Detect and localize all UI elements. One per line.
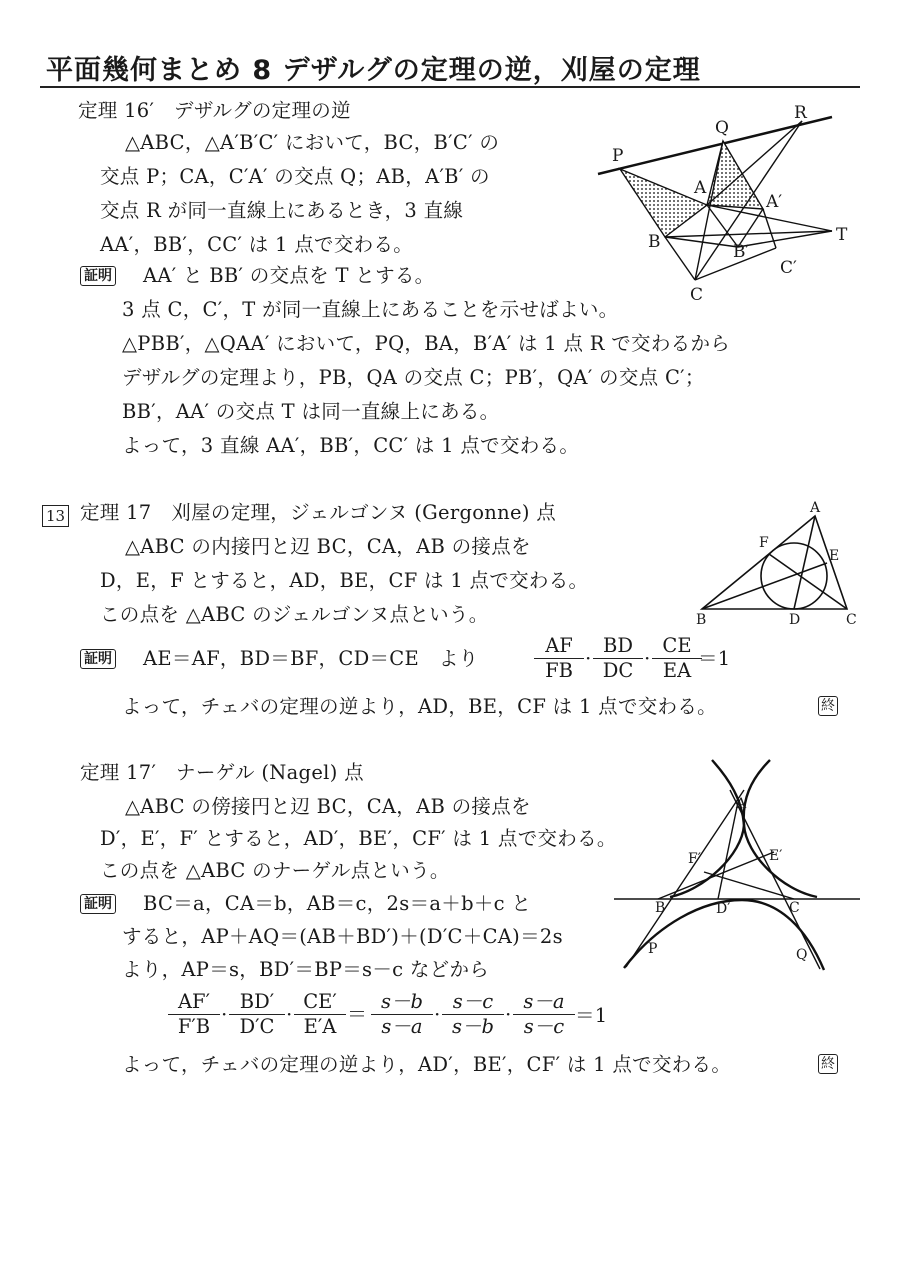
fraction <box>442 990 504 1039</box>
fraction <box>534 634 584 683</box>
proof-line: 3 点 C，C′，T が同一直線上にあることを示せばよい。 <box>122 298 619 321</box>
proof-line: よって，3 直線 AA′，BB′，CC′ は 1 点で交わる。 <box>122 434 580 457</box>
theorem-16p-heading: 定理 16′ デザルグの定理の逆 <box>78 99 351 122</box>
equals-one: ＝1 <box>698 647 731 670</box>
fraction <box>371 990 433 1039</box>
fraction <box>294 990 346 1039</box>
theorem-17p-statement-line: △ABC の傍接円と辺 BC，CA，AB の接点を <box>125 795 531 818</box>
fraction <box>513 990 575 1039</box>
theorem-17-statement-line: △ABC の内接円と辺 BC，CA，AB の接点を <box>125 535 531 558</box>
proof-line: より，AP＝s，BD′＝BP＝s－c などから <box>122 958 490 981</box>
theorem-17p-heading: 定理 17′ ナーゲル (Nagel) 点 <box>80 761 364 784</box>
equals-one: ＝1 <box>575 1004 608 1027</box>
title-rule <box>40 86 860 88</box>
nagel-label-b: B <box>655 900 666 916</box>
gergonne-label-f: F <box>759 535 769 551</box>
desargues-label-c: C <box>690 285 704 305</box>
proof-label: 証明 <box>80 266 116 286</box>
gergonne-label-a: A <box>810 500 821 516</box>
fraction-denominator: FB <box>545 659 573 682</box>
fraction <box>229 990 285 1039</box>
nagel-figure <box>612 755 862 980</box>
desargues-label-c-prime: C′ <box>780 258 797 278</box>
theorem-16p-statement-line: 交点 R が同一直線上にあるとき，3 直線 <box>100 199 464 222</box>
gergonne-label-d: D <box>789 612 801 628</box>
nagel-label-e-prime: E′ <box>769 848 783 864</box>
fraction-numerator: s－c <box>442 990 504 1015</box>
proof-line: すると，AP＋AQ＝(AB＋BD′)＋(D′C＋CA)＝2s <box>122 925 563 948</box>
gergonne-label-e: E <box>829 548 840 564</box>
fraction-numerator: BD′ <box>229 990 285 1015</box>
fraction-denominator: s－a <box>381 1015 423 1038</box>
theorem-16p-statement-line: 交点 P；CA，C′A′ の交点 Q；AB，A′B′ の <box>100 165 490 188</box>
page-title: 平面幾何まとめ 8 デザルグの定理の逆，刈屋の定理 <box>46 55 701 86</box>
nagel-label-p: P <box>648 941 658 957</box>
proof-line: デザルグの定理より，PB，QA の交点 C；PB′，QA′ の交点 C′； <box>122 366 705 389</box>
fraction-denominator: s－b <box>452 1015 494 1038</box>
fraction-numerator: s－b <box>371 990 433 1015</box>
fraction <box>593 634 643 683</box>
proof-line: BB′，AA′ の交点 T は同一直線上にある。 <box>122 400 500 423</box>
equals-sign: ＝ <box>347 1002 367 1026</box>
proof-line: BC＝a，CA＝b，AB＝c，2s＝a＋b＋c と <box>143 892 532 915</box>
nagel-label-a: A <box>736 796 747 812</box>
end-of-proof-mark: 終 <box>818 696 838 716</box>
desargues-label-r: R <box>794 103 807 123</box>
fraction-denominator: E′A <box>303 1015 337 1038</box>
nagel-label-d-prime: D′ <box>716 901 731 917</box>
proof-line: △PBB′，△QAA′ において，PQ，BA，B′A′ は 1 点 R で交わるから <box>122 332 731 355</box>
section-number: 13 <box>42 505 69 527</box>
theorem-17-heading: 定理 17 刈屋の定理，ジェルゴンヌ (Gergonne) 点 <box>80 501 557 524</box>
dot-operator: · <box>644 646 651 670</box>
nagel-label-q: Q <box>796 947 808 963</box>
desargues-label-q: Q <box>715 118 729 138</box>
proof-label: 証明 <box>80 894 116 914</box>
end-of-proof-mark: 終 <box>818 1054 838 1074</box>
desargues-label-b: B <box>648 232 661 252</box>
dot-operator: · <box>286 1002 293 1026</box>
fraction-numerator: s－a <box>513 990 575 1015</box>
fraction-denominator: EA <box>662 659 692 682</box>
desargues-figure <box>580 95 870 310</box>
desargues-label-t: T <box>836 225 848 245</box>
fraction-denominator: s－c <box>523 1015 565 1038</box>
dot-operator: · <box>434 1002 441 1026</box>
gergonne-figure <box>690 498 865 632</box>
proof-line: AA′ と BB′ の交点を T とする。 <box>143 264 435 287</box>
desargues-label-a: A <box>694 178 707 198</box>
fraction-numerator: BD <box>593 634 643 659</box>
fraction-denominator: D′C <box>239 1015 275 1038</box>
theorem-17p-statement-line: D′，E′，F′ とすると，AD′，BE′，CF′ は 1 点で交わる。 <box>100 827 617 850</box>
proof-line: AE＝AF，BD＝BF，CD＝CE より <box>143 647 479 670</box>
gergonne-label-b: B <box>696 612 707 628</box>
fraction-numerator: CE′ <box>294 990 346 1015</box>
fraction-numerator: AF <box>534 634 584 659</box>
theorem-16p-statement-line: AA′，BB′，CC′ は 1 点で交わる。 <box>100 233 414 256</box>
desargues-label-a-prime: A′ <box>766 192 783 212</box>
theorem-17p-statement-line: この点を △ABC のナーゲル点という。 <box>100 859 450 882</box>
theorem-16p-statement-line: △ABC，△A′B′C′ において，BC，B′C′ の <box>125 131 500 154</box>
desargues-label-p: P <box>612 146 624 166</box>
theorem-17-statement-line: この点を △ABC のジェルゴンヌ点という。 <box>100 603 489 626</box>
nagel-label-f-prime: F′ <box>688 851 701 867</box>
proof-label: 証明 <box>80 649 116 669</box>
proof-line: よって，チェバの定理の逆より，AD′，BE′，CF′ は 1 点で交わる。 <box>122 1053 732 1076</box>
fraction-denominator: DC <box>602 659 634 682</box>
nagel-label-c: C <box>789 900 800 916</box>
proof-line: よって，チェバの定理の逆より，AD，BE，CF は 1 点で交わる。 <box>122 695 717 718</box>
fraction-denominator: F′B <box>177 1015 211 1038</box>
theorem-17-statement-line: D，E，F とすると，AD，BE，CF は 1 点で交わる。 <box>100 569 589 592</box>
fraction-numerator: CE <box>652 634 702 659</box>
fraction <box>168 990 220 1039</box>
dot-operator: · <box>505 1002 512 1026</box>
gergonne-label-c: C <box>846 612 857 628</box>
desargues-label-b-prime: B′ <box>733 242 750 262</box>
dot-operator: · <box>585 646 592 670</box>
fraction-numerator: AF′ <box>168 990 220 1015</box>
fraction <box>652 634 702 683</box>
dot-operator: · <box>221 1002 228 1026</box>
